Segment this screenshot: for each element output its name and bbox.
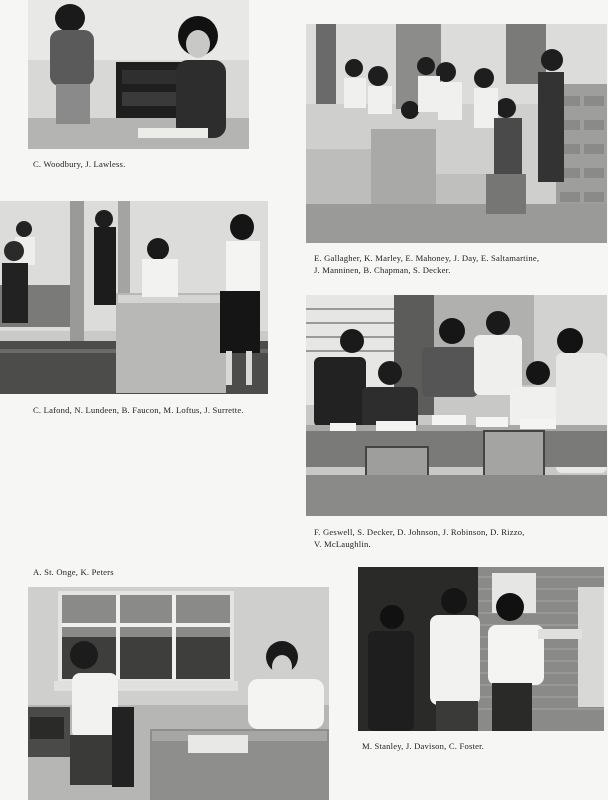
caption-photo4-line2: V. McLaughlin.	[314, 538, 371, 549]
caption-photo2-line1: E. Gallagher, K. Marley, E. Mahoney, J. Day, E. Saltamartine,	[314, 253, 540, 263]
caption-photo3: C. Lafond, N. Lundeen, B. Faucon, M. Loftus, J. Surrette.	[33, 405, 244, 415]
photo-geswell-group	[306, 295, 607, 516]
caption-photo6: M. Stanley, J. Davison, C. Foster.	[362, 741, 485, 751]
photo-woodbury-lawless-image	[28, 0, 249, 149]
photo-stanley-group	[358, 567, 604, 731]
caption-photo2-line2: J. Manninen, B. Chapman, S. Decker.	[314, 264, 451, 275]
photo-stonge-peters	[28, 587, 329, 800]
caption-photo2	[314, 253, 539, 276]
photo-stanley-group-image	[358, 567, 604, 731]
photo-lafond-group	[0, 201, 268, 394]
photo-office-group-image	[306, 24, 607, 243]
caption-photo4-line1: F. Geswell, S. Decker, D. Johnson, J. Robinson, D. Rizzo,	[314, 527, 525, 537]
caption-photo5: A. St. Onge, K. Peters	[33, 567, 114, 577]
photo-lafond-group-image	[0, 201, 268, 394]
caption-photo4	[314, 527, 525, 550]
photo-geswell-group-image	[306, 295, 607, 516]
photo-woodbury-lawless	[28, 0, 249, 149]
caption-photo1: C. Woodbury, J. Lawless.	[33, 159, 126, 169]
photo-office-group	[306, 24, 607, 243]
photo-stonge-peters-image	[28, 587, 329, 800]
